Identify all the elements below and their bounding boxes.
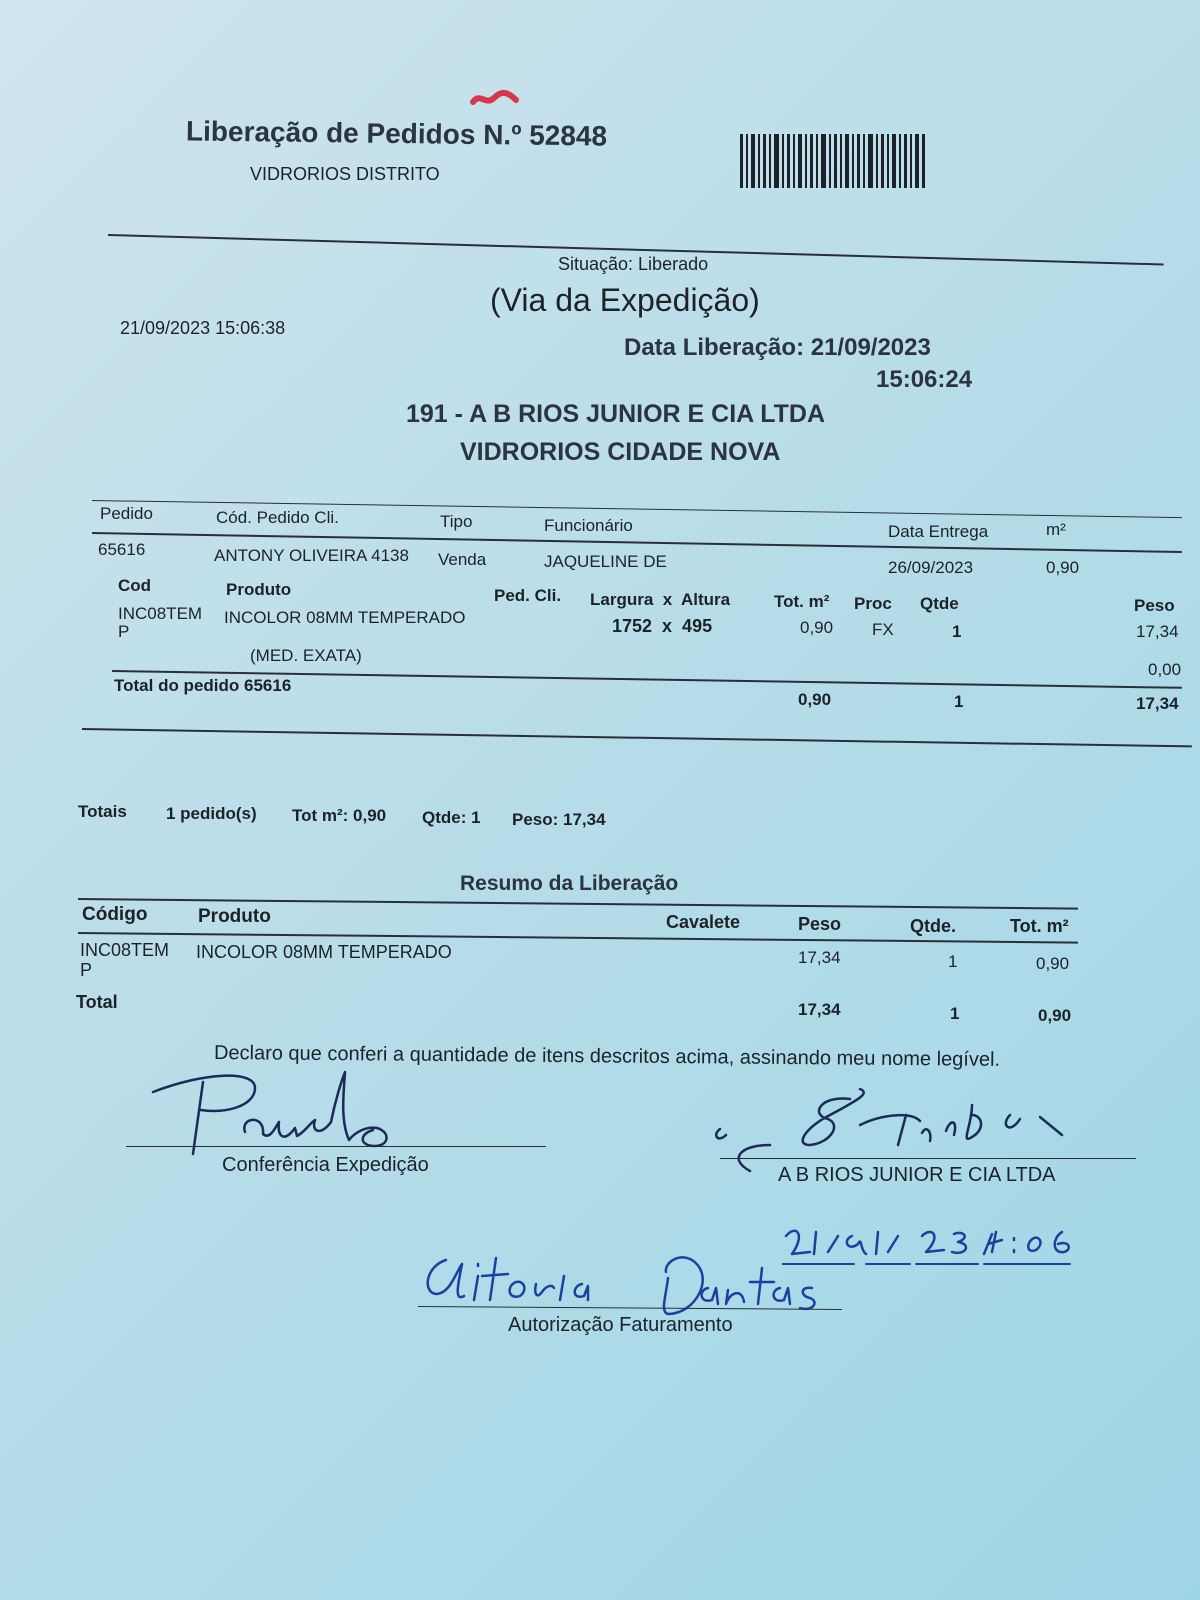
item-code-line1: INC08TEM (118, 604, 203, 623)
item-header-produto: Produto (226, 580, 292, 599)
col-header-tipo: Tipo (440, 512, 473, 531)
resumo-total-peso: 17,34 (798, 1000, 841, 1019)
order-table-bottom-rule (82, 728, 1192, 747)
item-proc: FX (872, 620, 894, 639)
company-subtitle: VIDRORIOS DISTRITO (250, 164, 440, 184)
resumo-code-line2: P (80, 960, 93, 980)
resumo-peso: 17,34 (798, 948, 841, 967)
totals-pedidos: 1 pedido(s) (166, 804, 257, 823)
left-signature-label: Conferência Expedição (222, 1154, 429, 1176)
order-m2: 0,90 (1046, 558, 1080, 577)
resumo-header-produto: Produto (198, 906, 271, 927)
print-timestamp: 21/09/2023 15:06:38 (120, 318, 286, 338)
totals-peso: Peso: 17,34 (512, 810, 606, 829)
item-code-line2: P (118, 622, 130, 641)
resumo-header-codigo: Código (82, 904, 148, 925)
col-header-data-entrega: Data Entrega (888, 522, 989, 541)
totals-qtde: Qtde: 1 (422, 808, 481, 827)
client-order-code: ANTONY OLIVEIRA 4138 (214, 546, 409, 565)
col-header-cod-pedido: Cód. Pedido Cli. (216, 508, 339, 527)
employee-name: JAQUELINE DE (544, 552, 667, 571)
order-total-m2: 0,90 (798, 690, 832, 709)
release-date: Data Liberação: 21/09/2023 (624, 334, 931, 361)
item-header-peso: Peso (1134, 596, 1175, 615)
status-text: Situação: Liberado (558, 254, 709, 274)
order-number: 65616 (98, 540, 146, 559)
totals-m2: Tot m²: 0,90 (292, 806, 387, 825)
col-header-m2: m² (1046, 520, 1066, 539)
signature-paulo (145, 1062, 455, 1162)
left-signature-line (126, 1146, 546, 1147)
resumo-header-qtde: Qtde. (910, 916, 957, 936)
item-tot-m2: 0,90 (800, 618, 834, 637)
order-total-qtde: 1 (954, 692, 964, 711)
delivery-date: 26/09/2023 (888, 558, 974, 577)
resumo-tot-m2: 0,90 (1036, 954, 1070, 973)
resumo-total-qtde: 1 (950, 1004, 960, 1023)
copy-label: (Via da Expedição) (490, 282, 760, 318)
resumo-product: INCOLOR 08MM TEMPERADO (196, 942, 452, 962)
item-header-cod: Cod (118, 576, 152, 595)
resumo-code-line1: INC08TEM (80, 940, 170, 960)
item-header-qtde: Qtde (920, 594, 959, 613)
item-extra-peso: 0,00 (1148, 660, 1182, 679)
col-header-funcionario: Funcionário (544, 516, 633, 535)
item-note: (MED. EXATA) (250, 646, 362, 665)
item-dimensions: 1752 x 495 (612, 616, 713, 636)
item-header-proc: Proc (854, 594, 892, 613)
item-header-ped-cli: Ped. Cli. (494, 586, 562, 605)
item-header-tot-m2: Tot. m² (774, 592, 830, 611)
order-total-label: Total do pedido 65616 (114, 676, 292, 695)
item-header-largura-altura: Largura x Altura (590, 590, 731, 609)
resumo-title: Resumo da Liberação (460, 872, 679, 895)
document-title: Liberação de Pedidos N.º 52848 (185, 115, 608, 152)
order-total-peso: 17,34 (1136, 694, 1179, 713)
item-product: INCOLOR 08MM TEMPERADO (224, 608, 466, 627)
release-time: 15:06:24 (876, 366, 973, 393)
client-name: 191 - A B RIOS JUNIOR E CIA LTDA (406, 400, 826, 428)
resumo-header-tot-m2: Tot. m² (1010, 916, 1069, 936)
col-header-pedido: Pedido (100, 504, 153, 523)
barcode (740, 134, 926, 188)
item-qtde: 1 (952, 622, 962, 641)
store-name: VIDRORIOS CIDADE NOVA (460, 438, 781, 466)
red-mark-icon (470, 88, 522, 110)
resumo-header-cavalete: Cavalete (666, 912, 741, 932)
item-peso: 17,34 (1136, 622, 1179, 641)
order-type: Venda (438, 550, 487, 569)
declaration-text: Declaro que conferi a quantidade de itens descritos acima, assinando meu nome legível. (213, 1042, 1001, 1071)
resumo-qtde: 1 (948, 952, 958, 971)
resumo-total-tot-m2: 0,90 (1038, 1006, 1072, 1025)
right-signature-label: A B RIOS JUNIOR E CIA LTDA (778, 1164, 1056, 1186)
right-signature-line (720, 1158, 1136, 1159)
resumo-header-peso: Peso (798, 914, 842, 934)
totals-label: Totais (78, 802, 127, 821)
resumo-total-label: Total (76, 992, 118, 1012)
bottom-signature-label: Autorização Faturamento (508, 1314, 733, 1336)
